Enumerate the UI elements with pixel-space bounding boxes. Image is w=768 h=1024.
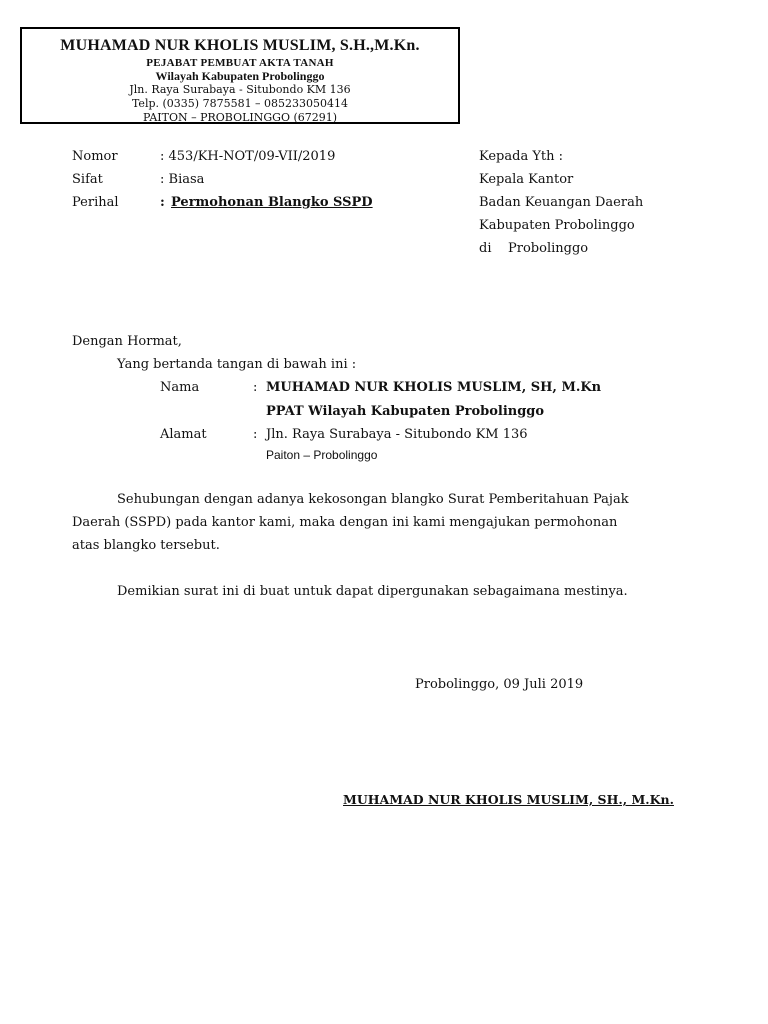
signatory-name: MUHAMAD NUR KHOLIS MUSLIM, SH., M.Kn. [343,792,674,807]
recipient-line-1: Kepada Yth : [479,149,564,164]
letterhead-name: MUHAMAD NUR KHOLIS MUSLIM, S.H.,M.Kn. [60,37,420,54]
paragraph-1-line-1: Sehubungan dengan adanya kekosongan blangko Surat Pemberitahuan Pajak [117,492,629,507]
nama-label: Nama [160,380,200,395]
perihal-label: Perihal [72,195,119,210]
letterhead-address: Jln. Raya Surabaya - Situbondo KM 136 [129,83,351,96]
nama-value: MUHAMAD NUR KHOLIS MUSLIM, SH, M.Kn [266,380,602,395]
place-date: Probolinggo, 09 Juli 2019 [415,677,584,692]
nomor-label: Nomor [72,149,118,164]
sifat-label: Sifat [72,172,103,187]
recipient-line-3: Badan Keuangan Daerah [479,195,644,210]
recipient-line-5: di Probolinggo [479,241,589,256]
letterhead-region: Wilayah Kabupaten Probolinggo [155,69,325,83]
nama-colon: : [253,380,258,395]
letterhead-box [20,27,460,124]
paragraph-1-line-3: atas blangko tersebut. [72,538,220,553]
greeting: Dengan Hormat, [72,334,182,349]
intro: Yang bertanda tangan di bawah ini : [117,357,357,372]
paragraph-2: Demikian surat ini di buat untuk dapat dipergunakan sebagaimana mestinya. [117,584,628,599]
perihal-colon: : [160,195,165,210]
recipient-line-4: Kabupaten Probolinggo [479,218,635,233]
recipient-line-2: Kepala Kantor [479,172,574,187]
letterhead-title: PEJABAT PEMBUAT AKTA TANAH [146,57,334,69]
alamat-value-2: Paiton – Probolinggo [266,448,378,462]
perihal-value: Permohonan Blangko SSPD [171,195,373,210]
nomor-value: : 453/KH-NOT/09-VII/2019 [160,149,336,164]
sifat-value: : Biasa [160,172,205,187]
alamat-value: Jln. Raya Surabaya - Situbondo KM 136 [266,427,528,442]
alamat-label: Alamat [160,427,207,442]
letterhead-city: PAITON – PROBOLINGGO (67291) [142,111,338,124]
nama-value-2: PPAT Wilayah Kabupaten Probolinggo [266,404,545,419]
letterhead-phone: Telp. (0335) 7875581 – 085233050414 [131,97,349,110]
paragraph-1-line-2: Daerah (SSPD) pada kantor kami, maka dengan ini kami mengajukan permohonan [72,515,618,530]
alamat-colon: : [253,427,258,442]
